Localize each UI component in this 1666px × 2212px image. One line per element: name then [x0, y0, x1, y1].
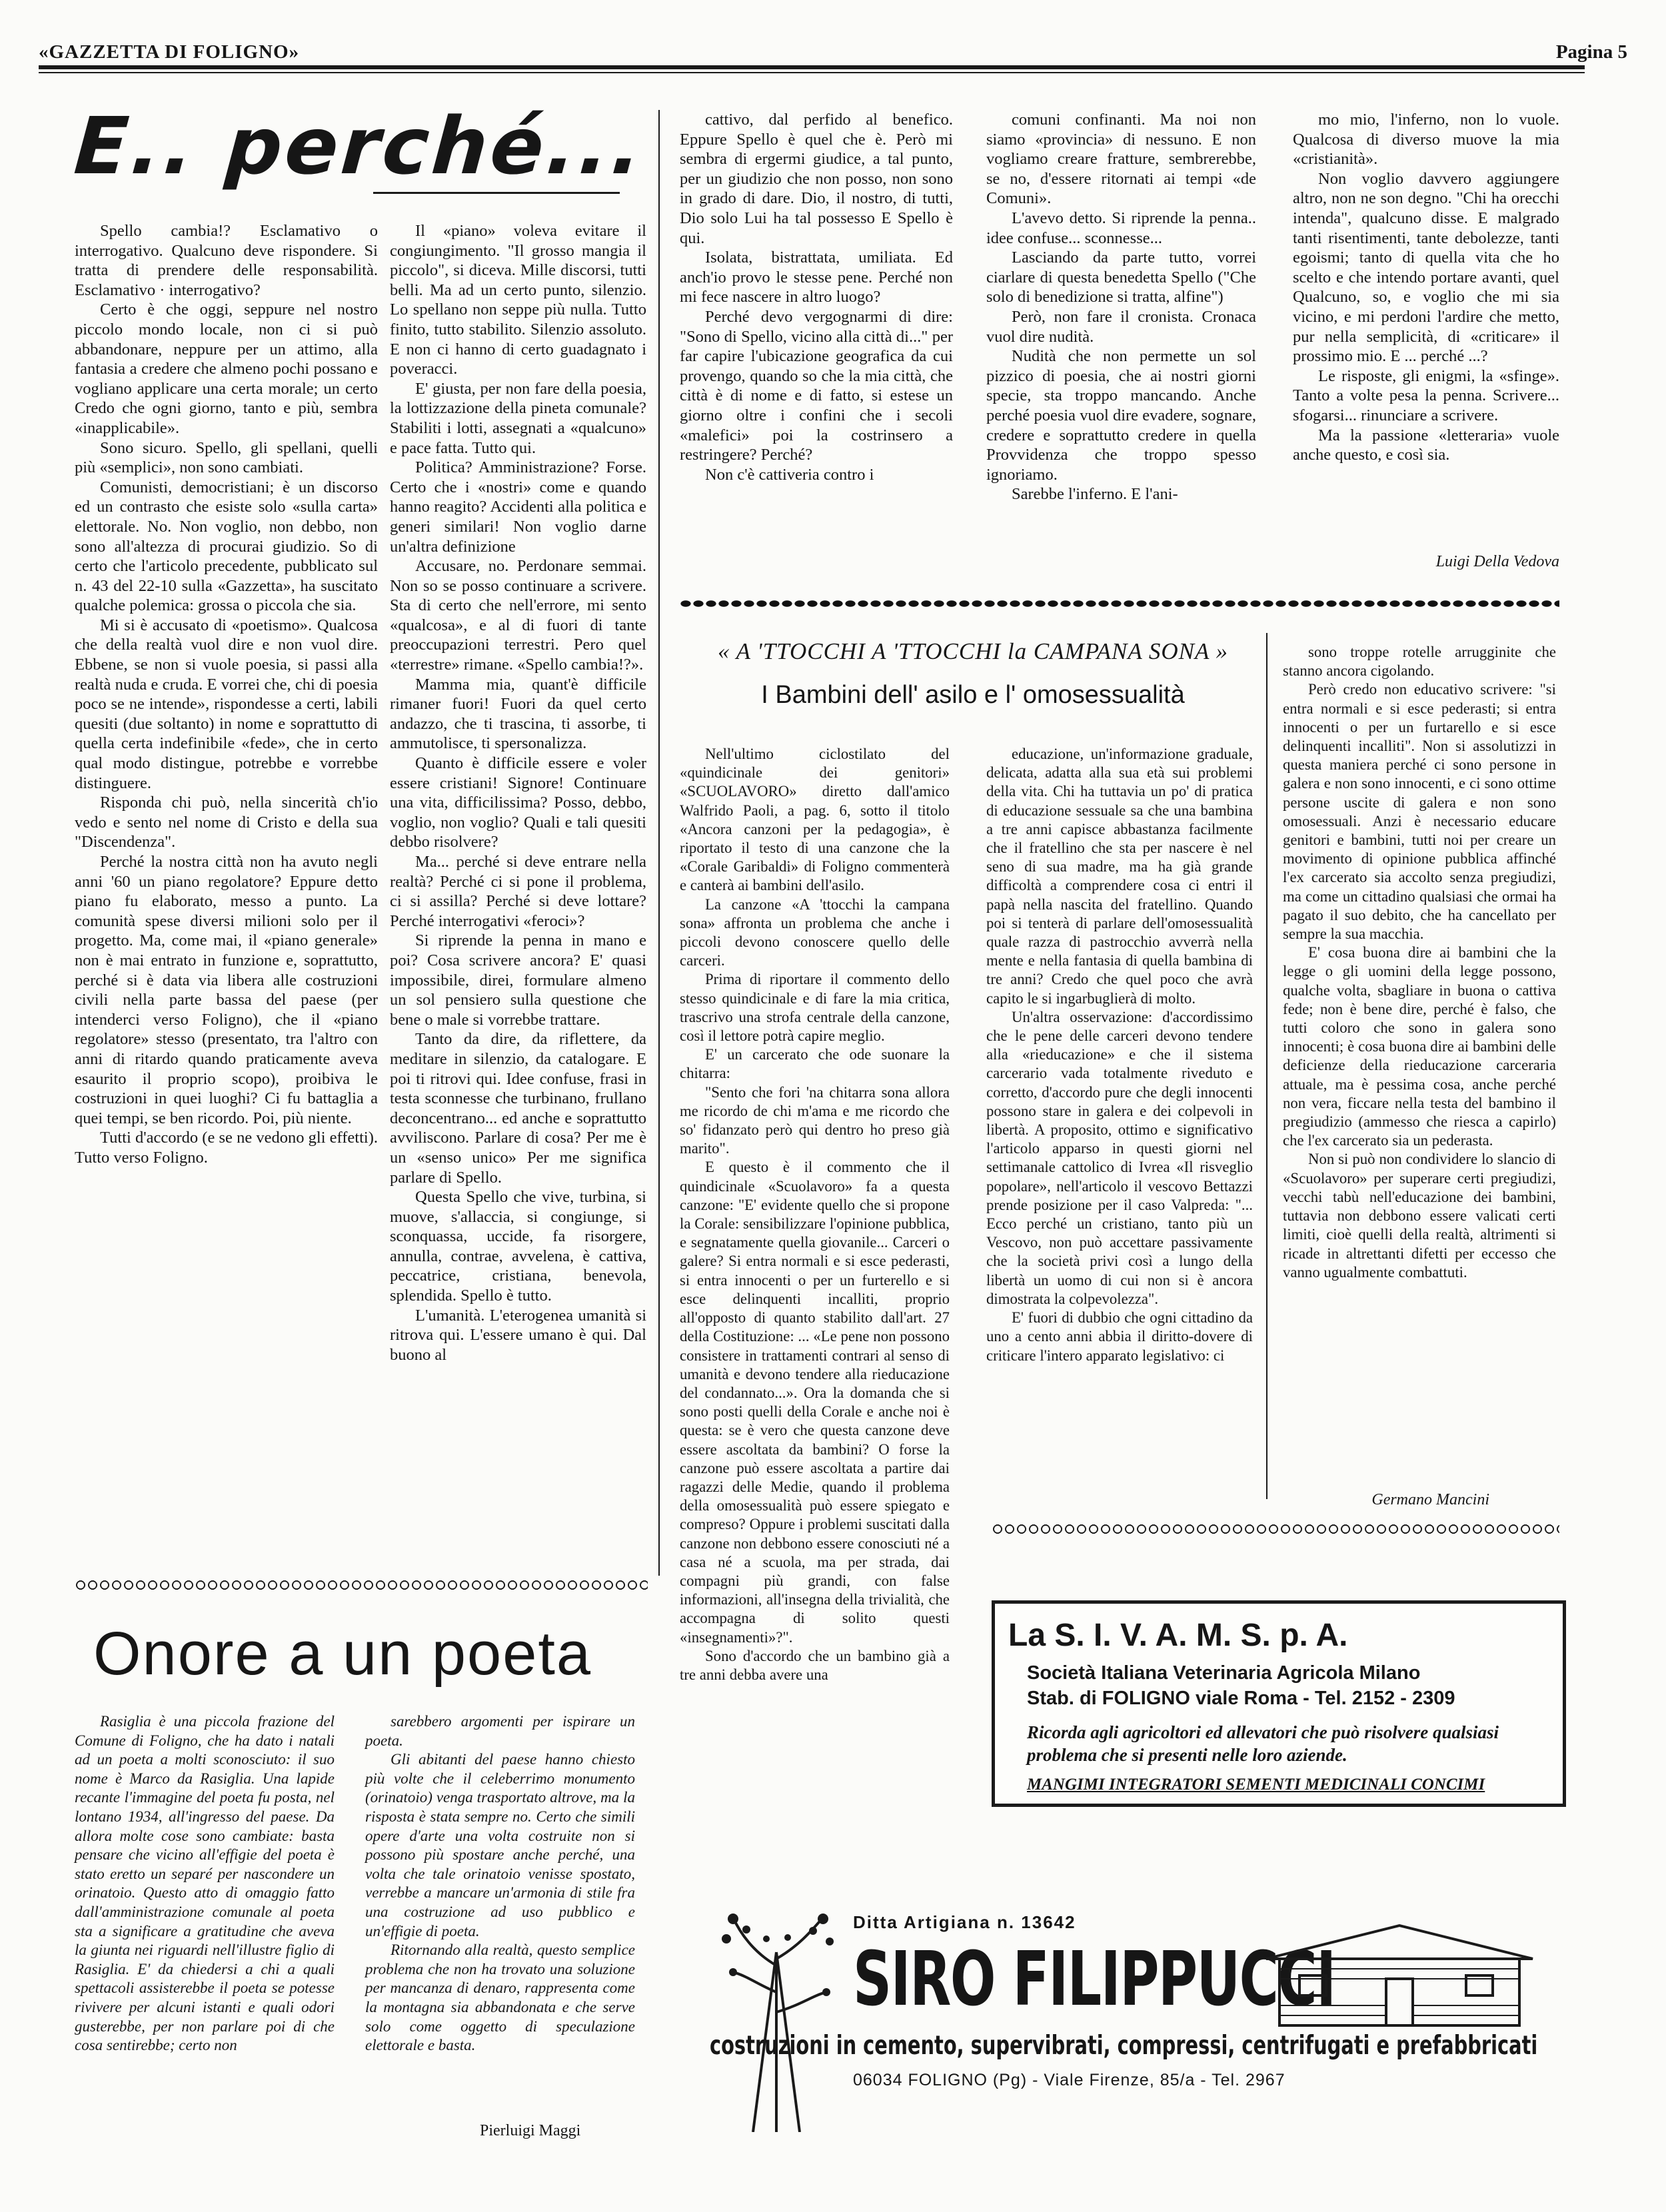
- article1-paragraph: Ma la passione «letteraria» vuole anche questo, e così sia.: [1293, 426, 1559, 464]
- article2-column-1: [680, 745, 950, 1684]
- article2-paragraph: Un'altra osservazione: d'accordissimo che le pene delle carceri devono tendere alla «rieducazione» e che il sistema carcerario vada totalmente riveduto e corretto, d'accordo pure che degli innocenti possono stare in galera e dei colpevoli in libertà. A proposito, ottimo e significativo l'articolo apparso in questi giorni nel settimanale cattolico di Ivrea «Il risveglio popolare», nell'articolo il vescovo Bettazzi prende posizione per il caso Valpreda: "... Ecco perché un cristiano, tanto più un Vescovo, non può accettare passivamente che la società privi così a lungo della libertà un uomo di cui non si è ancora dimostrata la colpevolezza".: [986, 1008, 1253, 1307]
- article1-column-3: [680, 110, 953, 484]
- article1-paragraph: Mi si è accusato di «poetismo». Qualcosa che della realtà vuol dire e non vuol dire. Ebbene, se non si vuole poesia, si passi alla realtà nuda e cruda. E vorrei che, chi di poesia poco se ne intende», rispondesse a certi, labili quesiti (due soltanto) in nome e soprattutto di quella certa indefinibile «fede», che in certo qual modo distingue, potrebbe e vorrebbe distinguere.: [75, 616, 378, 792]
- building-illustration-icon: [1259, 1919, 1539, 2032]
- article2-paragraph: E questo è il commento che il quindicinale «Scuolavoro» fa a questa canzone: "E' evidente quello che si propone la Corale: sensibilizzare l'opinione pubblica, e segnatamente quella giovanile... Carceri o galere? Si entra normali e si esce pederasti, si entra innocenti o per un furterello e si esce delinquenti incalliti, proprio all'opposto di quanto stabilito dall'art. 27 della Costituzione: ... «Le pene non possono consistere in trattamenti contrari al senso di umanità e devono tendere alla rieducazione del condannato...». Ora la domanda che si sono posti quelli della Corale e anche noi è questa: se è vero che questa canzone deve essere ascoltata da bambini? O forse la canzone può essere ascoltata a partire dai ragazzi delle Medie, quando il problema della omosessualità può essere spiegato e compreso? Oppure i problemi suscitati dalla canzone non debbono essere conosciuti né a casa né a scuola, ma per strada, dai compagni più grandi, con false informazioni, all'insegna della trivialità, che accompagna di solito questi «insegnamenti»?".: [680, 1159, 950, 1646]
- article1-paragraph: Quanto è difficile essere e voler essere cristiani! Signore! Continuare una vita, difficilissima? Posso, debbo, voglio, non voglio? Quali e tali quesiti debbo risolvere?: [390, 754, 646, 851]
- article2-kicker: « A 'TTOCCHI A 'TTOCCHI la CAMPANA SONA »: [718, 638, 1228, 664]
- article1-paragraph: Politica? Amministrazione? Forse. Certo che i «nostri» come e quando hanno reagito? Accidenti alla politica e generi similari! Non voglio darne un'altra definizione: [390, 458, 646, 556]
- article1-title-underline: [373, 192, 620, 194]
- article1-paragraph: Questa Spello che vive, turbina, si muove, s'allaccia, si congiunge, si sconquassa, uccide, fa risorgere, annulla, contrae, avvelena, è cattiva, peccatrice, cristiana, benevola, splendida. Spello è tutto.: [390, 1188, 646, 1305]
- newspaper-name: «GAZZETTA DI FOLIGNO»: [39, 41, 300, 63]
- article2-paragraph: Prima di riportare il commento dello stesso quindicinale e di fare la mia critica, trascrivo una strofa centrale della canzone, così il lettore potrà capire meglio.: [680, 971, 950, 1045]
- article1-paragraph: Certo è che oggi, seppure nel nostro piccolo mondo locale, non ci si può abbandonare, neppure per un attimo, alla fantasia a credere che almeno pochi possano e vogliano applicare una certa morale; un certo Credo che ogni giorno, tanto e più, sembra «inapplicabile».: [75, 300, 378, 437]
- article3-title: Onore a un poeta: [93, 1620, 592, 1688]
- article3-signature: Pierluigi Maggi: [480, 2122, 581, 2139]
- article1-paragraph: Ma... perché si deve entrare nella realtà? Perché ci si pone il problema, ci si assilla? Perché si deve lottare? Perché interrogativi «feroci»?: [390, 853, 646, 930]
- article1-paragraph: Tutti d'accordo (e se ne vedono gli effetti). Tutto verso Foligno.: [75, 1129, 378, 1167]
- article1-paragraph: Tanto da dire, da riflettere, da meditare in silenzio, da catalogare. E poi ti ritrovi qui. Idee confuse, frasi in testa sconnesse che turbinano, frullano deconcentrano... ed anche e soprattutto avviliscono. Parlare di cosa? Per me è un «senso unico» Per me significa parlare di Spello.: [390, 1030, 646, 1187]
- article3-column-2: [365, 1712, 635, 2055]
- sivam-company-line: Società Italiana Veterinaria Agricola Milano: [1027, 1662, 1421, 1684]
- page-number: Pagina 5: [1555, 41, 1627, 63]
- vertical-divider-main: [658, 110, 660, 1576]
- article3-column-1: [75, 1712, 335, 2055]
- article1-paragraph: comuni confinanti. Ma noi non siamo «provincia» di nessuno. E non vogliamo creare fratture, sembrerebbe, se no, d'essere ritornati ai tempi «de Comuni».: [986, 111, 1256, 208]
- article1-paragraph: Sarebbe l'inferno. E l'ani-: [1012, 485, 1178, 504]
- header-rule-thick: [39, 65, 1585, 69]
- article2-title: I Bambini dell' asilo e l' omosessualità: [761, 681, 1185, 709]
- article3-paragraph: Gli abitanti del paese hanno chiesto più volte che il celeberrimo monumento (orinatoio) venga trasportato altrove, ma la risposta è stata sempre no. Certo che simili opere d'arte una volta costruite non si possono più spostare anche perché, una volta che tale orinatoio venisse spostato, verrebbe a mancare un'armonia di stile fra una costruzione ad uso pubblico e un'effigie di poeta.: [365, 1751, 635, 1939]
- article1-column-5: [1293, 110, 1559, 465]
- article2-paragraph: "Sento che fori 'na chitarra sona allora me ricordo de chi m'ama e me ricordo che so' fidanzato però qui dentro ho preso già marito".: [680, 1083, 950, 1157]
- siro-name: SIRO FILIPPUCCI: [853, 1936, 1335, 2023]
- dotted-separator: [680, 600, 1559, 608]
- article1-paragraph: cattivo, dal perfido al benefico. Eppure Spello è quel che è. Però mi sembra di ergermi giudice, a tal punto, per un giudizio che non posso, non sono in grado di dare. Dio, il nostro, di tutti, Dio solo Lui ha tal possesso E Spello è qui.: [680, 111, 953, 247]
- article2-signature: Germano Mancini: [1371, 1491, 1489, 1508]
- article2-column-2: [986, 745, 1253, 1365]
- article2-paragraph: Non si può non condividere lo slancio di «Scuolavoro» per superare certi pregiudizi, vecchi tabù nell'educazione dei bambini, tuttavia non debbono essere valicati certi limiti, cioè quelli della realtà, altrimenti si ricade in altrettanti difetti per eccesso che vanno ugualmente combattuti.: [1283, 1151, 1556, 1281]
- article1-paragraph: Perché devo vergognarmi di dire: "Sono di Spello, vicino alla città di..." per far capire l'ubicazione geografica da cui provengo, quando so che la mia città, che città è di nome e di fatto, si estese un giorno oltre i confini che i secoli «malefici» poi la costrinsero a restringere? Perché?: [680, 307, 953, 464]
- sivam-address-line: Stab. di FOLIGNO viale Roma - Tel. 2152 - 2309: [1027, 1688, 1455, 1709]
- article1-paragraph: E' giusta, per non fare della poesia, la lottizzazione della pineta comunale? Stabiliti i lotti, assegnati a «qualcuno» e pace fatta. Tutto qui.: [390, 379, 646, 457]
- header-rule-thin: [39, 72, 1585, 73]
- siro-filippucci-advertisement: [686, 1906, 1566, 2159]
- article1-column-2: [390, 221, 646, 1365]
- sivam-message: Ricorda agli agricoltori ed allevatori che può risolvere qualsiasi problema che si presenti nelle loro aziende.: [1027, 1722, 1499, 1765]
- article2-paragraph: Nell'ultimo ciclostilato del «quindicinale dei genitori» «SCUOLAVORO» diretto dall'amico Walfrido Paoli, a pag. 6, sotto il titolo «Ancora canzoni per la pedagogia», è riportato il testo di una canzone che la «Corale Garibaldi» di Foligno commenterà e canterà ai bambini dell'asilo.: [680, 746, 950, 894]
- article1-paragraph: Accusare, no. Perdonare semmai. Non so se posso continuare a scrivere. Sta di certo che nell'errore, mi sento «qualcosa», e al di fuori di tante preoccupazioni terrestri. Pero quel «terrestre» rimane. «Spello cambia!?».: [390, 557, 646, 674]
- article3-paragraph: sarebbero argomenti per ispirare un poeta.: [365, 1713, 635, 1749]
- article2-vertical-divider: [1266, 633, 1267, 1499]
- article1-column-4: [986, 110, 1256, 504]
- article2-paragraph: La canzone «A 'ttocchi la campana sona» affronta un problema che anche i piccoli devono conoscere quello delle carceri.: [680, 895, 950, 969]
- article1-paragraph: Nudità che non permette un sol pizzico di poesia, che ai nostri giorni specie, sta troppo mancando. Anche perché poesia vuol dire evadere, sognare, credere e soprattutto credere in quella Provvidenza che troppo spesso ignoriamo.: [986, 347, 1256, 484]
- siro-address: 06034 FOLIGNO (Pg) - Viale Firenze, 85/a - Tel. 2967: [853, 2071, 1285, 2089]
- article1-paragraph: Sono sicuro. Spello, gli spellani, quelli più «semplici», non sono cambiati.: [75, 438, 378, 477]
- siro-tagline: costruzioni in cemento, supervibrati, compressi, centrifugati e prefabbricati: [710, 2031, 1538, 2061]
- article3-paragraph: Rasiglia è una piccola frazione del Comune di Foligno, che ha dato i natali ad un poeta a molti sconosciuto: il suo nome è Marco da Rasiglia. Una lapide recante l'immagine del poeta fu posta, nel lontano 1934, all'ingresso del paese. Da allora molte cose sono cambiate: basta pensare che vicino all'effigie del poeta è stato eretto un separé per nascondere un orinatoio. Questo atto di omaggio fatto dall'amministrazione comunale al poeta sta a significare a gratitudine che aveva la giunta nei riguardi nell'illustre figlio di Rasiglia. E' da chiedersi a chi a quali spettacoli assisterebbe il poeta se potesse rivivere per alcuni istanti e quali odori gusterebbe, per non parlare poi di che cosa sentirebbe; certo non: [75, 1713, 335, 2054]
- article1-paragraph: Si riprende la penna in mano e poi? Cosa scrivere ancora? E' quasi impossibile, direi, formulare almeno un sol pensiero sulla questione che bene o male si vorrebbe trattare.: [390, 931, 646, 1029]
- article1-paragraph: Isolata, bistrattata, umiliata. Ed anch'io provo le stesse pene. Perché non mi fece nascere in altro luogo?: [680, 249, 953, 306]
- wavy-separator-left: [75, 1580, 648, 1590]
- sivam-advertisement: [992, 1600, 1566, 1807]
- article1-paragraph: Non voglio davvero aggiungere altro, non ne son degno. "Chi ha orecchi intenda", qualcuno disse. E malgrado tanti risentimenti, tante debolezze, tanti egoismi; tanto di quella vita che ho scelto e che intendo portare avanti, quel Qualcuno, so, e voglio che mi sia vicino, e mi perdoni l'ardire che metto, pur nella semplicità, di «criticare» il prossimo mio. E ... perché ...?: [1293, 169, 1559, 366]
- article1-paragraph: Spello cambia!? Esclamativo o interrogativo. Qualcuno deve rispondere. Si tratta di prendere delle responsabilità. Esclamativo · interrogativo?: [75, 222, 378, 299]
- article1-paragraph: Lasciando da parte tutto, vorrei ciarlare di questa benedetta Spello ("Che solo di benedizione si tratta, alfine"): [986, 249, 1256, 306]
- article2-paragraph: E' cosa buona dire ai bambini che la legge o gli uomini della legge possono, qualche volta, sbagliare in buona o cattiva fede; non è bene dire, perché è falso, che tutti coloro che sono in galera sono innocenti; è cosa buona dire ai bambini delle deficienze della rieducazione carceraria attuale, ma è pessima cosa, anche perché non vera, ficcare nella testa del bambino il pregiudizio (ammesso che riesca a capirlo) che l'ex carcerato sia un pederasta.: [1283, 944, 1556, 1149]
- article1-paragraph: Però, non fare il cronista. Cronaca vuol dire nudità.: [986, 307, 1256, 346]
- article1-paragraph: Il «piano» voleva evitare il congiungimento. "Il grosso mangia il piccolo", si diceva. Mille discorsi, tutti belli. Ma ad un certo punto, silenzio. Lo spellano non seppe più nulla. Tutto finito, tutto stabilito. Silenzio assoluto. E non ci hanno di certo guadagnato i poveracci.: [390, 222, 646, 378]
- article2-paragraph: Sono d'accordo che un bambino già a tre anni debba avere una: [680, 1647, 950, 1683]
- wavy-separator-right: [992, 1524, 1559, 1534]
- column-illustration-icon: [713, 1912, 840, 2132]
- article1-paragraph: Comunisti, democristiani; è un discorso ed un contrasto che esiste solo «sulla carta» elettorale. No. Non voglio, non debbo, non sono all'altezza di procurai giudizio. So di certo che l'articolo precedente, pubblicato sul n. 43 del 22-10 sulla «Gazzetta», ha suscitato qualche polemica: grossa o piccola che sia.: [75, 478, 378, 615]
- article2-paragraph: E' fuori di dubbio che ogni cittadino da uno a cento anni abbia il diritto-dovere di criticare l'intero apparato legislativo: ci: [986, 1309, 1253, 1364]
- article1-paragraph: L'avevo detto. Si riprende la penna.. idee confuse... sconnesse...: [986, 209, 1256, 247]
- article3-paragraph: Ritornando alla realtà, questo semplice problema che non ha trovato una soluzione per mancanza di denaro, rappresenta come la montagna sia abbandonata e che serve solo come oggetto di speculazione elettorale e basta.: [365, 1941, 635, 2054]
- article1-paragraph: Le risposte, gli enigmi, la «sfinge». Tanto a volte pesa la penna. Scrivere... sfogarsi... rinunciare a scrivere.: [1293, 366, 1559, 424]
- article1-paragraph: L'umanità. L'eterogenea umanità si ritrova qui. L'essere umano è qui. Dal buono al: [390, 1306, 646, 1364]
- article1-column-1: [75, 221, 378, 1168]
- article1-paragraph: Perché la nostra città non ha avuto negli anni '60 un piano regolatore? Eppure detto piano fu elaborato, messo a punto. La comunità spese diversi milioni solo per il progetto. Ma, come mai, il «piano generale» non è mai entrato in funzione e, soprattutto, perché si è data via libera alle costruzioni civili nella parte bassa del paese (per intenderci verso Foligno), che il «piano regolatore» stesso (presentato, tra l'altro con anni di ritardo quando praticamente aveva esaurito il proprio scopo), proibiva le costruzioni in quei luoghi? Ci fu battaglia a quei tempi, se ben ricordo. Poi, più niente.: [75, 853, 378, 1127]
- article2-paragraph: E' un carcerato che ode suonare la chitarra:: [680, 1046, 950, 1082]
- sivam-brand: La S. I. V. A. M. S. p. A.: [1008, 1618, 1348, 1653]
- article2-column-3: [1283, 643, 1556, 1282]
- sivam-products: MANGIMI INTEGRATORI SEMENTI MEDICINALI CONCIMI: [1027, 1776, 1485, 1794]
- article1-title: E.. perché...: [71, 100, 648, 192]
- article2-paragraph: sono troppe rotelle arrugginite che stanno ancora cigolando.: [1283, 644, 1556, 680]
- article1-paragraph: mo mio, l'inferno, non lo vuole. Qualcosa di diverso muove la mia «cristianità».: [1293, 111, 1559, 169]
- article2-paragraph: educazione, un'informazione graduale, delicata, adatta alla sua età sui problemi della vita. Chi ha tuttavia un po' di pratica di educazione sessuale sa che una bambina a tre anni capisce abbastanza facilmente che il fratellino che sta per nascere è nel seno di sua madre, ma ha già grande difficoltà a comprendere cosa ci entri il papà nella nascita del fratellino. Quando poi si tenterà di parlare dell'omosessualità quale razza di pastrocchio avverrà nella mente e nella fantasia di quella bambina di tre anni? Credo che quel poco che avrà capito le si ingarbuglierà di molto.: [986, 746, 1253, 1007]
- article1-paragraph: Non c'è cattiveria contro i: [705, 465, 874, 484]
- article1-paragraph: Mamma mia, quant'è difficile rimaner fuori! Fuori da quel certo andazzo, che ti trascina, ti assorbe, ti ammutolisce, ti spersonalizza.: [390, 675, 646, 753]
- article2-paragraph: Però credo non educativo scrivere: "si entra normali e si esce pederasti; si entra innocenti o per un furtarello e si esce delinquenti incalliti". Non si assolutizzi in questa maniera perché ci sono persone in galera e non sono innocenti, e ci sono ottime persone uscite di galera e non sono omosessuali. Anzi è necessario educare genitori e bambini, tutti noi per creare un movimento di opinione pubblica affinché l'ex carcerato sia accolto senza pregiudizi, ma come un cittadino qualsiasi che ormai ha pagato il suo debito, che ha cancellato per sempre la sua macchia.: [1283, 681, 1556, 943]
- siro-ditta: Ditta Artigiana n. 13642: [853, 1912, 1076, 1932]
- article1-signature: Luigi Della Vedova: [1435, 553, 1559, 570]
- article1-paragraph: Risponda chi può, nella sincerità ch'io vedo e sento nel nome di Cristo e della sua "Discendenza".: [75, 794, 378, 851]
